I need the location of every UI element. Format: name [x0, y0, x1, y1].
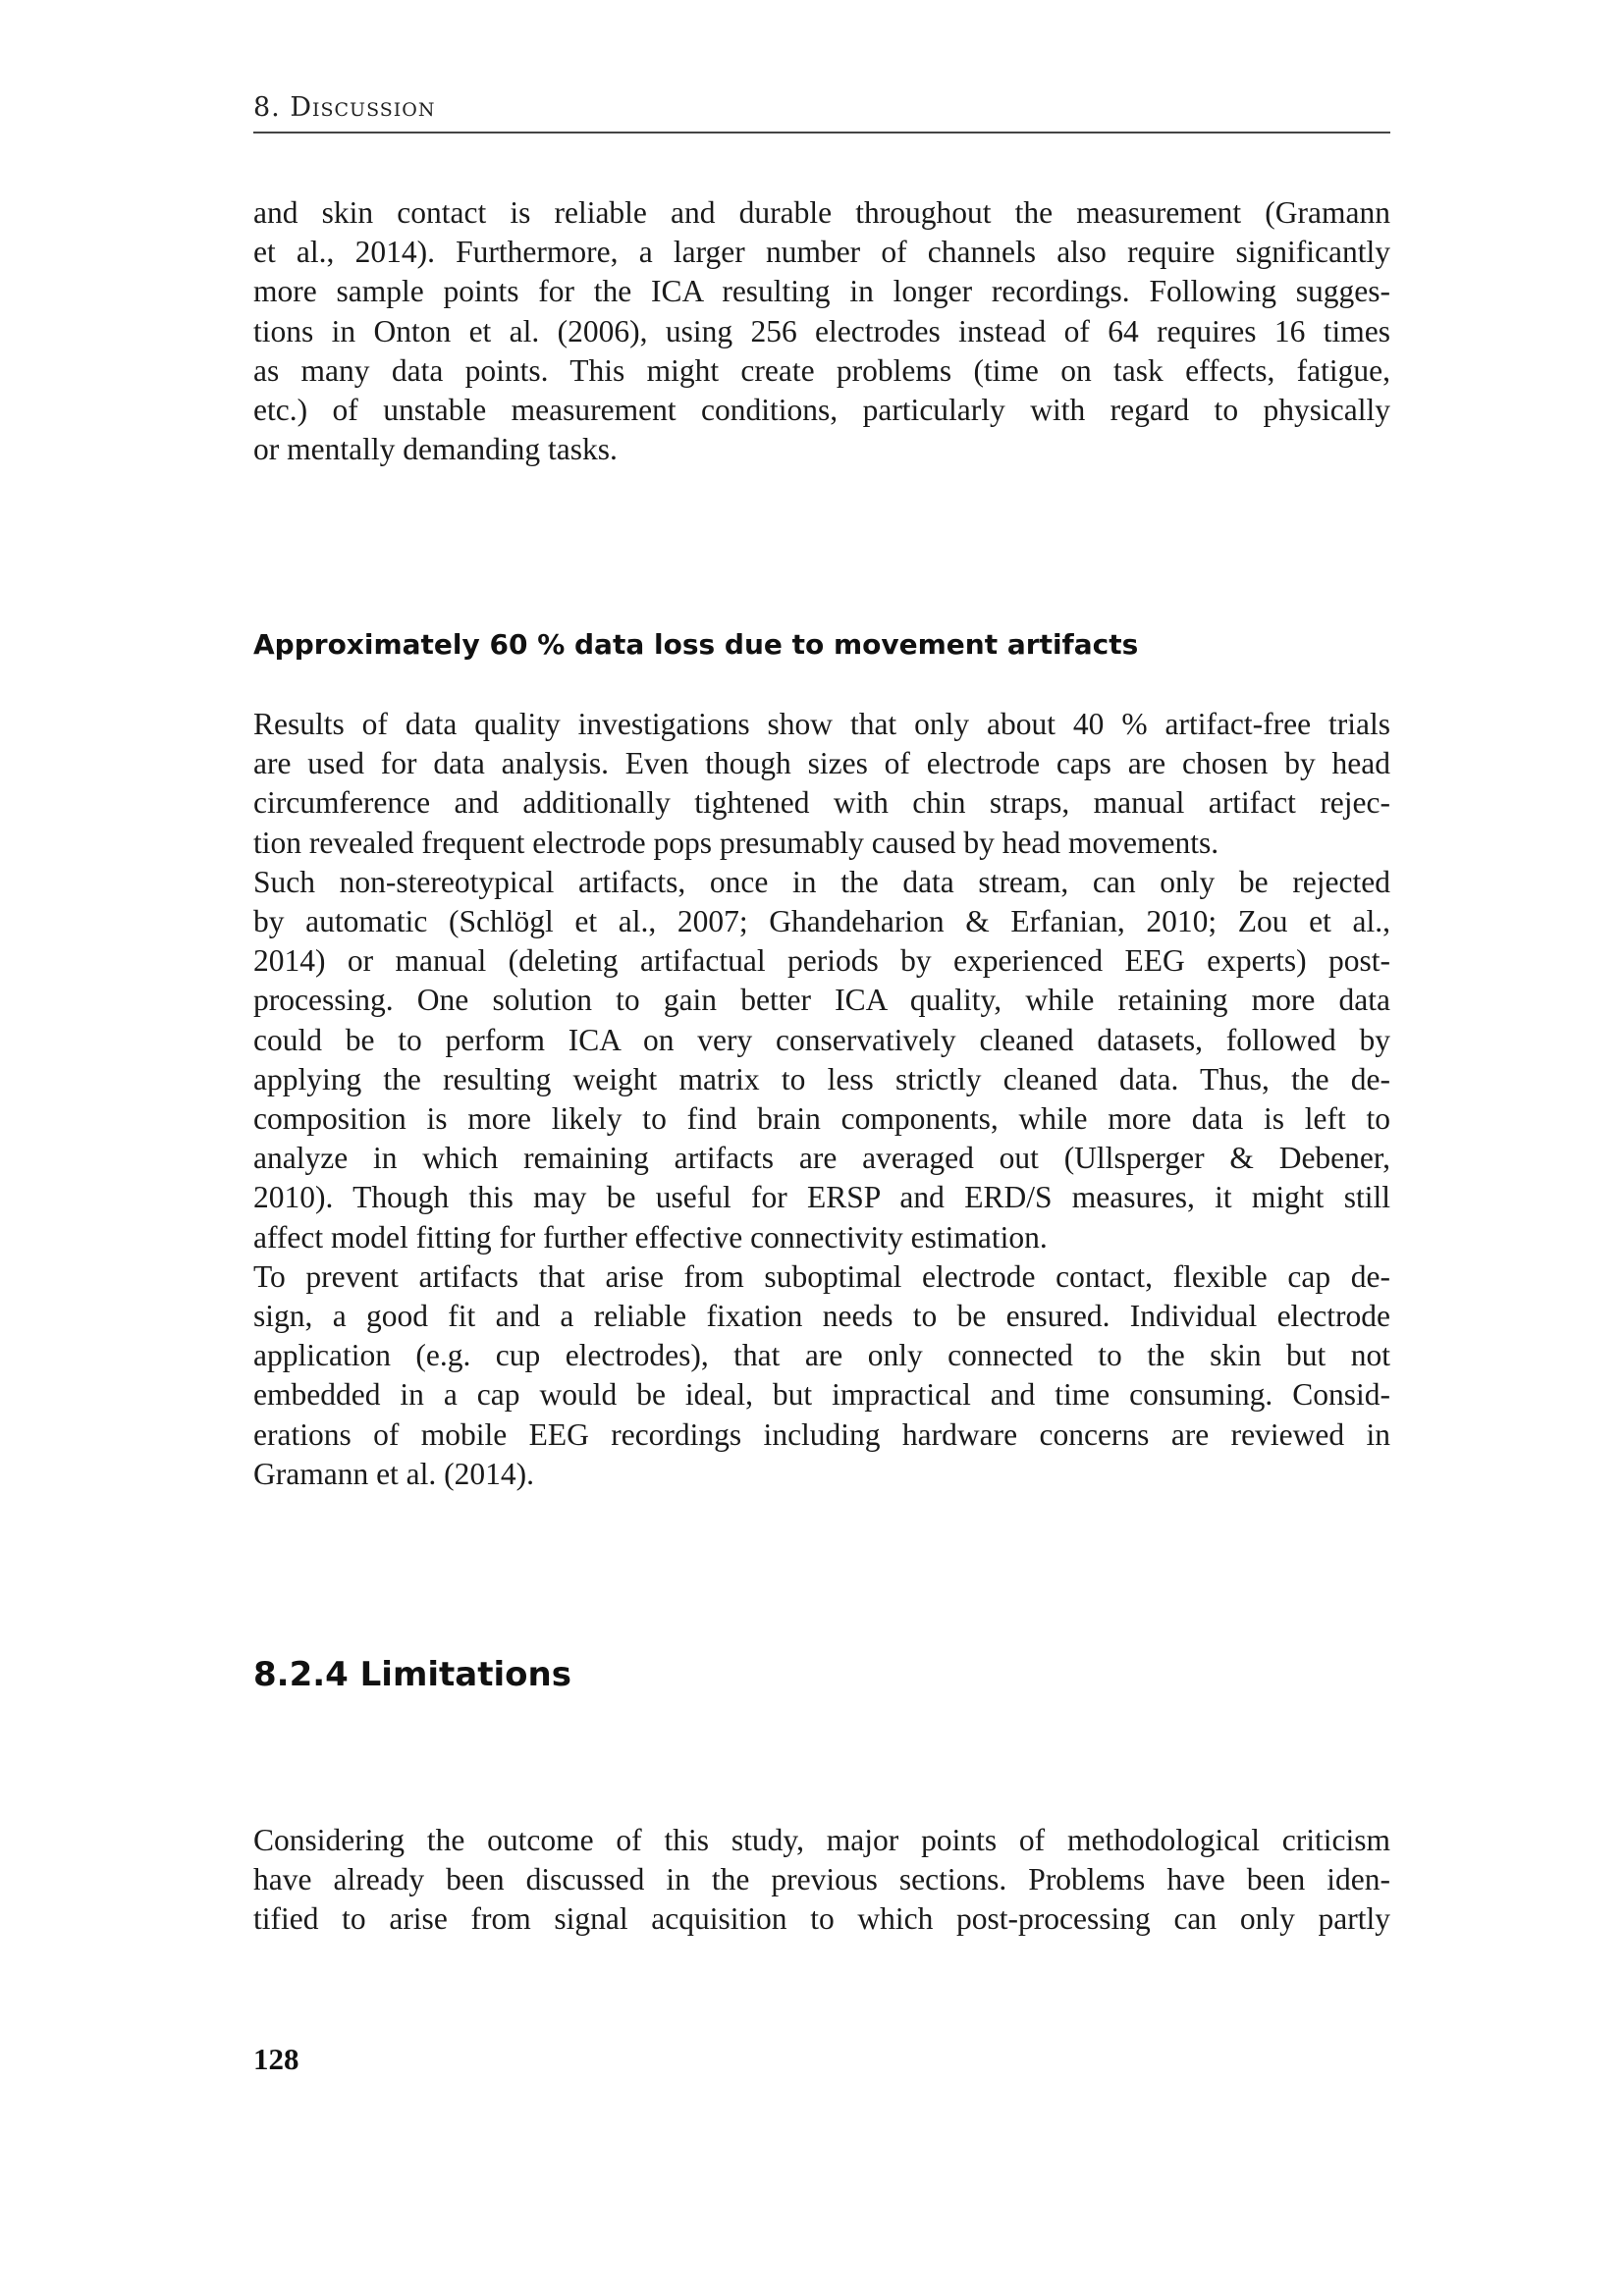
text-line: Such non-stereotypical artifacts, once in the data stream, can only be rejected [253, 864, 1390, 899]
text-line: by automatic (Schlögl et al., 2007; Ghandeharion & Erfanian, 2010; Zou et al., [253, 904, 1390, 939]
text-line: circumference and additionally tightened with chin straps, manual artifact rejec- [253, 785, 1390, 821]
text-line: have already been discussed in the previous sections. Problems have been iden- [253, 1862, 1390, 1897]
text-line: et al., 2014). Furthermore, a larger number of channels also require significantly [253, 235, 1390, 270]
text-line: Considering the outcome of this study, major points of methodological criticism [253, 1823, 1390, 1857]
text-line: 2014) or manual (deleting artifactual periods by experienced EEG experts) post- [253, 943, 1390, 979]
running-header [253, 92, 1390, 133]
text-line: etc.) of unstable measurement conditions, particularly with regard to physically [253, 393, 1390, 428]
text-line: Results of data quality investigations show that only about 40 % artifact-free trials [253, 707, 1390, 741]
text-line: applying the resulting weight matrix to less strictly cleaned data. Thus, the de- [253, 1061, 1390, 1096]
text-line: could be to perform ICA on very conservatively cleaned datasets, followed by [253, 1022, 1390, 1057]
text-line: erations of mobile EEG recordings including hardware concerns are reviewed in [253, 1416, 1390, 1452]
text-line: sign, a good fit and a reliable fixation needs to be ensured. Individual electrode [253, 1299, 1390, 1334]
text-line: embedded in a cap would be ideal, but impractical and time consuming. Consid- [253, 1377, 1390, 1413]
text-line: 2010). Though this may be useful for ERSP and ERD/S measures, it might still [253, 1180, 1390, 1215]
text-line: application (e.g. cup electrodes), that are only connected to the skin but not [253, 1338, 1390, 1373]
paragraph-hardware [253, 193, 1390, 469]
page-number: 128 [253, 2042, 299, 2076]
text-line: more sample points for the ICA resulting in longer recordings. Following sugges- [253, 274, 1390, 309]
text-line: are used for data analysis. Even though sizes of electrode caps are chosen by head [253, 746, 1390, 781]
paragraph-artifacts [253, 705, 1390, 1494]
text-line: To prevent artifacts that arise from suboptimal electrode contact, flexible cap de- [253, 1258, 1390, 1294]
text-line: or mentally demanding tasks. [253, 432, 618, 467]
running-title: 8. Discussion [253, 92, 436, 123]
text-line: tified to arise from signal acquisition to which post-processing can only partly [253, 1901, 1390, 1937]
text-line: analyze in which remaining artifacts are averaged out (Ullsperger & Debener, [253, 1141, 1390, 1176]
section-title-limitations: 8.2.4 Limitations [253, 1655, 571, 1694]
text-line: Gramann et al. (2014). [253, 1456, 535, 1491]
text-line: tions in Onton et al. (2006), using 256 electrodes instead of 64 requires 16 times [253, 313, 1390, 348]
paragraph-limitations [253, 1821, 1390, 1940]
text-line: affect model fitting for further effective connectivity estimation. [253, 1219, 1048, 1255]
subheading-data-loss: Approximately 60 % data loss due to movement artifacts [253, 628, 1139, 661]
text-line: as many data points. This might create problems (time on task effects, fatigue, [253, 352, 1390, 388]
text-line: tion revealed frequent electrode pops presumably caused by head movements. [253, 825, 1219, 860]
text-line: composition is more likely to find brain components, while more data is left to [253, 1101, 1390, 1137]
text-line: and skin contact is reliable and durable throughout the measurement (Gramann [253, 195, 1390, 230]
text-line: processing. One solution to gain better ICA quality, while retaining more data [253, 983, 1390, 1018]
